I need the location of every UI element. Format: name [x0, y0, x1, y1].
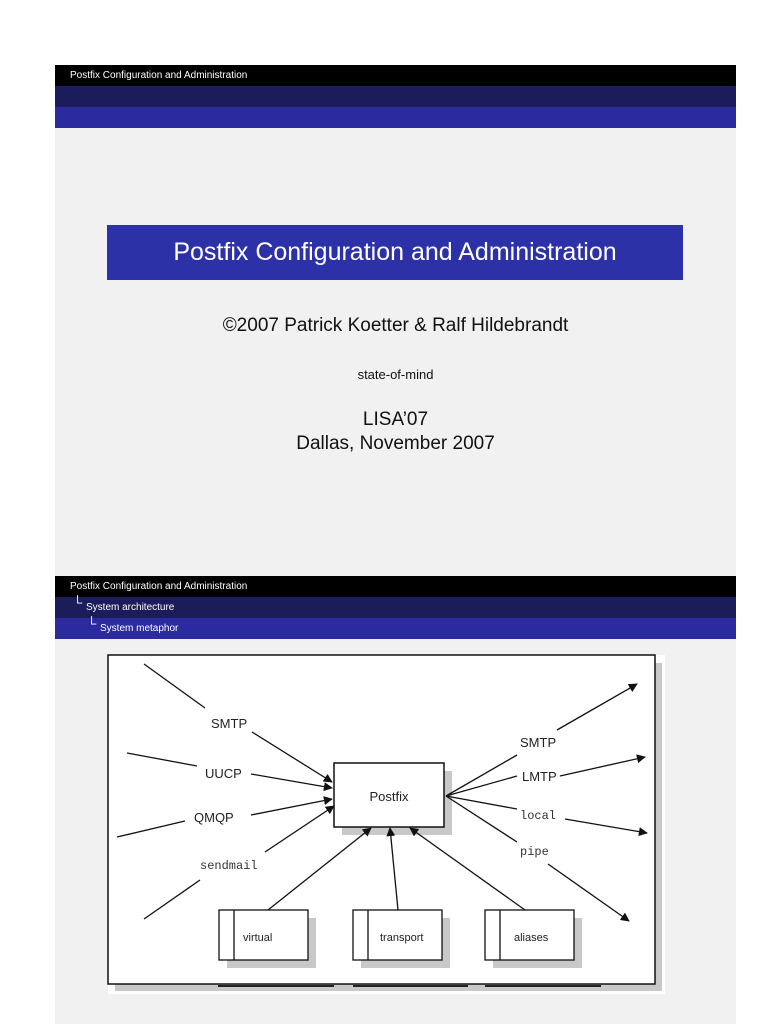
output-pipe-label: pipe	[520, 845, 549, 859]
presentation-title-box	[107, 225, 683, 280]
postfix-architecture-diagram	[55, 639, 736, 1024]
header-bar-top	[55, 65, 736, 86]
event-date: Dallas, November 2007	[296, 433, 495, 454]
institute-line: state-of-mind	[357, 367, 434, 382]
virtual-table	[219, 910, 316, 968]
author-line: ©2007 Patrick Koetter & Ralf Hildebrandt	[222, 315, 569, 336]
header-bar-middle	[55, 86, 736, 107]
header-bar-top	[55, 576, 736, 597]
output-smtp-label: SMTP	[520, 735, 557, 750]
virtual-table-label: virtual	[243, 932, 273, 944]
header-bar-bottom	[55, 618, 736, 639]
tree-connector-icon: └	[73, 595, 83, 610]
transport-table-label: transport	[380, 932, 424, 944]
header-title: Postfix Configuration and Administration	[70, 581, 248, 592]
event-name: LISA’07	[362, 409, 429, 430]
input-smtp-label: SMTP	[211, 716, 248, 731]
input-uucp-label: UUCP	[205, 766, 242, 781]
header-bar-middle	[55, 597, 736, 618]
tree-connector-icon: └	[87, 616, 97, 631]
header-bar-bottom	[55, 107, 736, 128]
aliases-table	[485, 910, 582, 968]
architecture-slide	[55, 576, 736, 1024]
output-lmtp-label: LMTP	[522, 769, 557, 784]
input-qmqp-label: QMQP	[194, 810, 234, 825]
postfix-label: Postfix	[369, 789, 409, 804]
event-block	[55, 408, 736, 456]
header-title: Postfix Configuration and Administration	[70, 70, 248, 81]
aliases-table-label: aliases	[514, 932, 549, 944]
output-local-label: local	[520, 809, 557, 823]
title-slide	[55, 65, 736, 576]
subsection-label: System metaphor	[100, 623, 179, 634]
input-sendmail-label: sendmail	[200, 859, 258, 873]
section-label: System architecture	[86, 602, 175, 613]
presentation-title: Postfix Configuration and Administration	[173, 238, 617, 266]
transport-table	[353, 910, 450, 968]
